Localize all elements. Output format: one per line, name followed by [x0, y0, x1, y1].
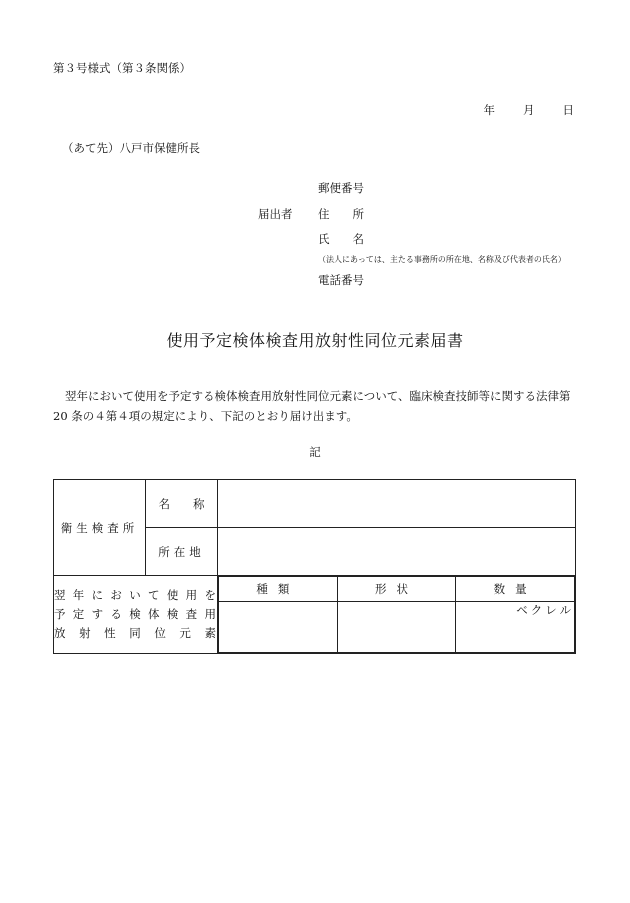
radioisotope-label-line: 翌年において使用を	[54, 588, 217, 602]
name-label: 氏 名	[318, 232, 364, 246]
body-text: 翌年において使用を予定する検体検査用放射性同位元素について、臨床検査技師等に関する法律第 20 条の４第４項の規定により、下記のとおり届け出ます。	[53, 389, 571, 423]
ki-heading: 記	[309, 445, 321, 459]
lab-location-field[interactable]	[218, 528, 576, 576]
corporation-note: （法人にあっては、主たる事務所の所在地、名称及び代表者の氏名）	[318, 255, 566, 264]
becquerel-unit: ベクレル	[516, 603, 574, 617]
date-line	[484, 102, 575, 118]
lab-name-label: 名 称	[146, 480, 218, 528]
lab-name-field[interactable]	[218, 480, 576, 528]
address-label: 住 所	[318, 207, 364, 221]
date-year-label: 年	[483, 103, 495, 117]
document-title: 使用予定検体検査用放射性同位元素届書	[166, 331, 464, 350]
addressee: （あて先）八戸市保健所長	[62, 141, 200, 155]
notification-table	[53, 479, 576, 654]
col-type-header: 種類	[219, 577, 338, 602]
radioisotope-detail-cell	[218, 576, 576, 654]
amount-field[interactable]	[456, 602, 575, 653]
radioisotope-detail-table	[218, 576, 575, 653]
col-amount-header: 数量	[456, 577, 575, 602]
date-day-label: 日	[562, 103, 574, 117]
form-number: 第３号様式（第３条関係）	[53, 61, 191, 75]
lab-label: 衛生検査所	[54, 480, 146, 576]
type-field[interactable]	[219, 602, 338, 653]
postal-code-label: 郵便番号	[318, 181, 364, 195]
date-month-label: 月	[523, 103, 535, 117]
col-form-header: 形状	[337, 577, 456, 602]
radioisotope-label-line: 予定する検体検査用	[54, 607, 217, 621]
form-field[interactable]	[337, 602, 456, 653]
applicant-label: 届出者	[258, 207, 293, 221]
phone-label: 電話番号	[318, 273, 364, 287]
radioisotope-label	[54, 576, 218, 654]
radioisotope-label-line: 放射性同位元素	[54, 626, 217, 640]
lab-location-label: 所在地	[146, 528, 218, 576]
